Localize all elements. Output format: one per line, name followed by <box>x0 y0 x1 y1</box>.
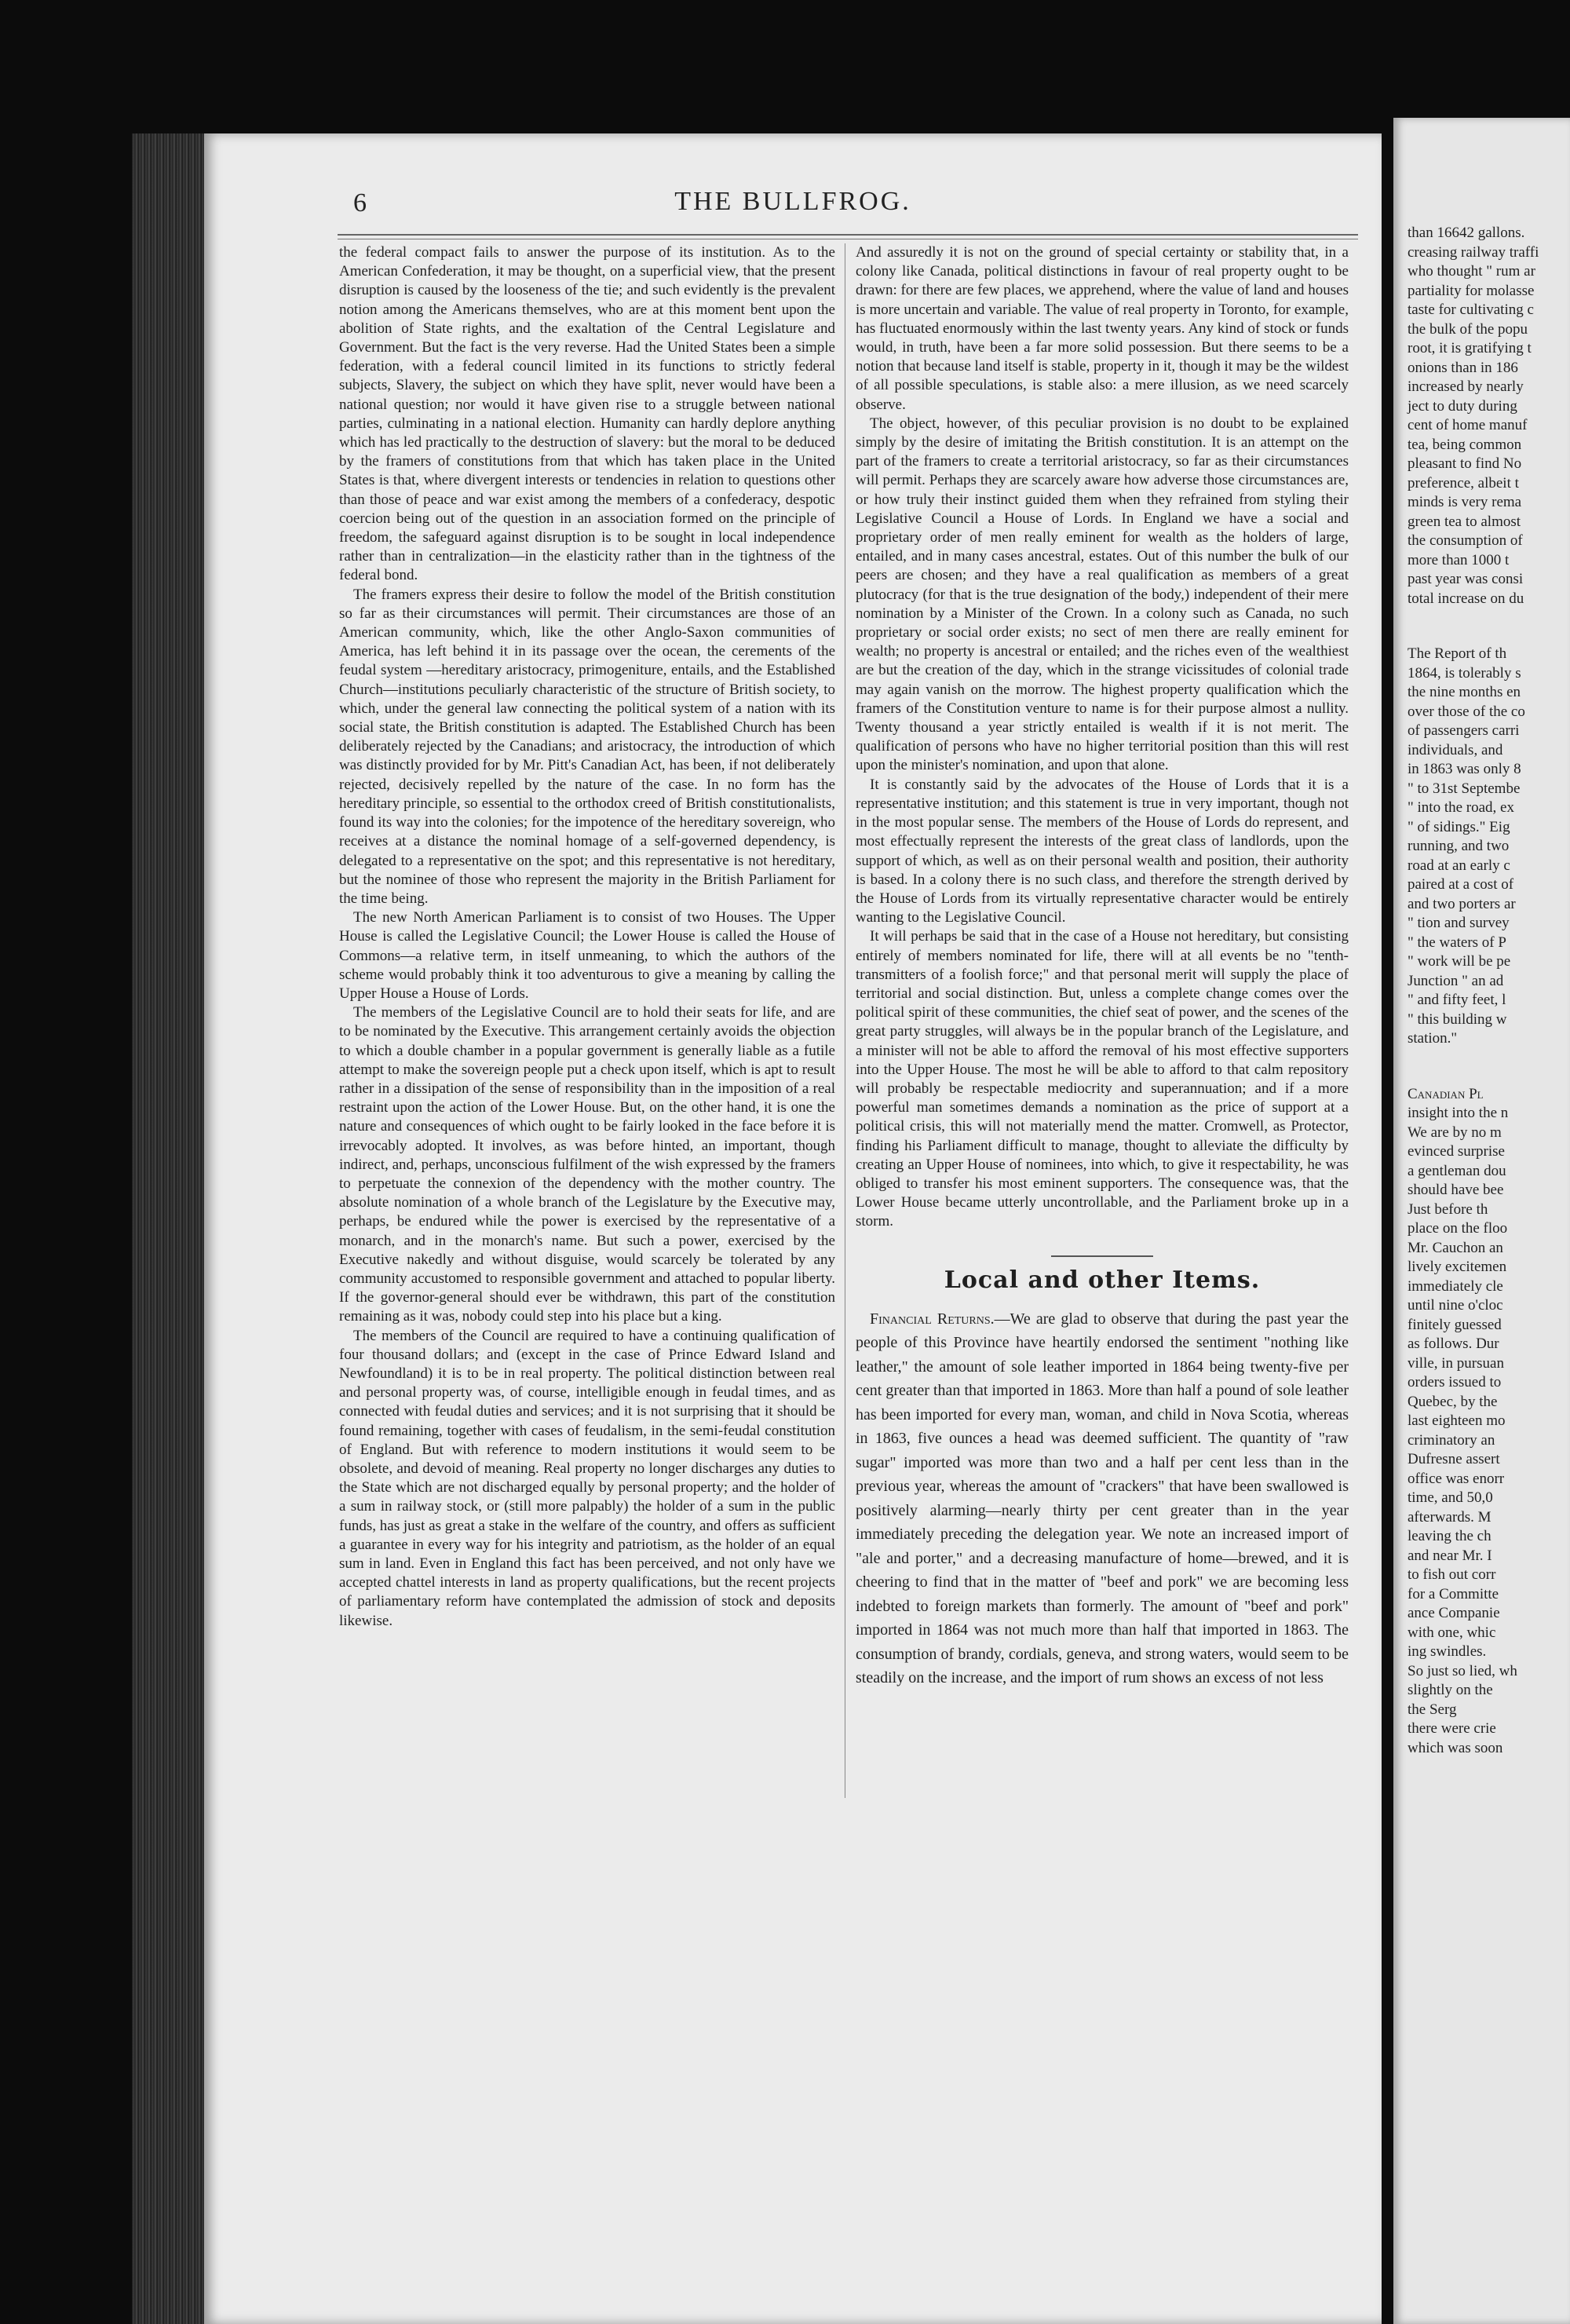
text-line: to fish out corr <box>1408 1566 1496 1583</box>
text-line: preference, albeit t <box>1408 474 1519 491</box>
text-line: Junction " an ad <box>1408 972 1504 989</box>
text-line: onions than in 186 <box>1408 359 1518 376</box>
paragraph: And assuredly it is not on the ground of special certainty or stability that, in a colony like Canada, political distinctions in favour of real property ought to be drawn: for there are few places, we apprehend, where the value of land and houses is more uncertain and variable. The value of real property in Toronto, for example, has fluctuated enormously within the last twenty years. Any kind of stock or funds would, in truth, have been a far more solid possession. But there seems to be a notion that because land itself is stable, property in it, though it may be the wildest of all possible speculations, is stable also: a mere illusion, as we need scarcely observe. <box>856 244 1349 413</box>
text-line: The Report of th <box>1408 645 1507 662</box>
text-line: taste for cultivating c <box>1408 301 1534 318</box>
text-line: station." <box>1408 1030 1458 1047</box>
masthead-title: THE BULLFROG. <box>674 187 911 216</box>
text-line: individuals, and <box>1408 741 1503 758</box>
text-line: criminatory an <box>1408 1431 1495 1449</box>
text-line: orders issued to <box>1408 1374 1502 1390</box>
text-line: place on the floo <box>1408 1220 1508 1237</box>
text-line: green tea to almost <box>1408 513 1521 530</box>
text-line: leaving the ch <box>1408 1528 1492 1544</box>
text-line: slightly on the <box>1408 1682 1493 1698</box>
header-rule <box>338 234 1358 236</box>
text-line: ing swindles. <box>1408 1643 1487 1660</box>
text-line: time, and 50,0 <box>1408 1489 1493 1506</box>
text-line: " into the road, ex <box>1408 799 1514 816</box>
section-heading: Local and other Items. <box>944 1266 1261 1294</box>
line-gap <box>1408 1049 1570 1085</box>
text-line: ville, in pursuan <box>1408 1354 1504 1372</box>
text-line: finitely guessed <box>1408 1316 1502 1333</box>
text-line: running, and two <box>1408 838 1510 854</box>
text-line: ject to duty during <box>1408 397 1517 415</box>
text-line: ance Companie <box>1408 1605 1500 1621</box>
text-line: total increase on du <box>1408 590 1524 607</box>
adjacent-page <box>1393 118 1570 2324</box>
text-line: pleasant to find No <box>1408 455 1522 472</box>
text-line: immediately cle <box>1408 1277 1503 1295</box>
text-line: with one, whic <box>1408 1624 1496 1641</box>
text-line: office was enorr <box>1408 1470 1505 1487</box>
text-line: of passengers carri <box>1408 722 1520 739</box>
paragraph: It is constantly said by the advocates of the House of Lords that it is a representative institution; and this statement is true in very important, though not in the most popular sense. The members of the House of Lords do represent, and most effectually represent the interests of the great class of landlords, upon the support of which, as well as on their personal wealth and position, their authority is based. In a colony there is no such class, and therefore the strength derived by the House of Lords from its virtually representative character would be entirely wanting to the Legislative Council. <box>856 776 1349 926</box>
text-line: " work will be pe <box>1408 953 1511 970</box>
text-line: We are by no m <box>1408 1124 1502 1141</box>
text-line: increased by nearly <box>1408 378 1524 395</box>
text-line: until nine o'cloc <box>1408 1297 1503 1314</box>
text-line: paired at a cost of <box>1408 876 1514 893</box>
text-line: lively excitemen <box>1408 1259 1507 1275</box>
text-line: and near Mr. I <box>1408 1547 1492 1564</box>
text-line: who thought " rum ar <box>1408 263 1535 280</box>
page-number: 6 <box>353 188 367 217</box>
text-line: which was soon <box>1408 1739 1503 1756</box>
article-text: —We are glad to observe that during the past year the people of this Province have heartily endorsed the sentiment "nothing like leather," the amount of sole leather imported in 1864 being twenty-five per cent greater than that imported in 1863. More than half a pound of sole leather has been imported for every man, woman, and child in Nova Scotia, whereas in 1863, five ounces a head was deemed sufficient. The quantity of "raw sugar" imported was more than two and a half per cent less than in the previous year, whereas the amount of "crackers" that have been swallowed is positively alarming—nearly thirty per cent greater than in the year immediately preceding the delegation year. We note an increased import of "ale and porter," and a decreasing manufacture of home—brewed, and it is cheering to find that in the matter of "beef and pork" we are becoming less indebted to foreign markets than formerly. The amount of "beef and pork" imported in 1864 was not much more than half that imported in 1863. The consumption of brandy, cordials, geneva, and strong waters, would seem to be steadily on the increase, and the import of rum shows an excess of not less <box>856 1310 1349 1687</box>
middle-column <box>856 243 1349 1690</box>
text-line: cent of home manuf <box>1408 417 1528 433</box>
text-line: more than 1000 t <box>1408 551 1510 568</box>
text-line: afterwards. M <box>1408 1508 1492 1526</box>
text-line: 1864, is tolerably s <box>1408 664 1521 681</box>
paragraph: The framers express their desire to follow the model of the British constitution so far as their circumstances will permit. Their circumstances are those of an American community, which, like the other Anglo-Saxon communities of America, has left behind it in its passage over the ocean, the cerements of the feudal system —hereditary aristocracy, primogeniture, entails, and the Established Church—institutions peculiarly characteristic of the structure of British society, to which, under the general law connecting the political system of a nation with its social state, the British constitution is adapted. The Established Church has been deliberately rejected by the Canadians; and aristocracy, the introduction of which was distinctly provided for by Mr. Pitt's Canadian Act, has been, if not deliberately rejected, decisively repelled by the nature of the case. In no form has the hereditary principle, so essential to the orthodox creed of British constitutionalists, found its way into the colonies; for the impotence of the hereditary sovereign, who receives at a distance the nominal homage of a self-governed dependency, is delegated to a representative on the spot; and this representative is not hereditary, but the nominee of those who represent the majority in the British Parliament for the time being. <box>339 586 835 907</box>
paragraph: It will perhaps be said that in the case of a House not hereditary, but consisting entirely of members nominated for life, there will at all events be no "tenth-transmitters of a foolish force;" and that personal merit will supply the place of territorial and social distinction. But, unless a complete change comes over the political spirit of these communities, the chief seat of power, and the scenes of the great party struggles, will always be in the popular branch of the Legislature, and a minister will not be able to afford the removal of his most effective supporters into the Upper House. The most he will be able to afford to that calm repository will probably be respectable mediocrity and superannuation; and if a more powerful man sometimes demands a nomination as the price of support at a political crisis, this will not materially mend the matter. Cromwell, as Protector, finding his Parliament difficult to manage, thought to alleviate the difficulty by creating an Upper House of nominees, into which, to give it respectability, he was obliged to transfer his most eminent supporters. The consequence was, that the Lower House became utterly uncontrollable, and the Parliament broke up in a storm. <box>856 928 1349 1230</box>
text-line: " this building w <box>1408 1010 1507 1028</box>
text-line: " of sidings." Eig <box>1408 818 1510 835</box>
text-line: Just before th <box>1408 1200 1488 1218</box>
text-line: creasing railway traffi <box>1408 243 1539 261</box>
text-line: " the waters of P <box>1408 934 1506 951</box>
text-line: road at an early c <box>1408 857 1510 874</box>
text-line: partiality for molasse <box>1408 282 1535 299</box>
text-line: Dufresne assert <box>1408 1451 1500 1467</box>
line-gap <box>1408 608 1570 645</box>
text-line: than 16642 gallons. <box>1408 225 1525 241</box>
text-line: insight into the n <box>1408 1105 1509 1121</box>
newspaper-page <box>204 133 1382 2324</box>
text-line: past year was consi <box>1408 571 1524 587</box>
text-line: there were crie <box>1408 1720 1496 1737</box>
text-line: the Serg <box>1408 1701 1457 1718</box>
paragraph: The object, however, of this peculiar provision is no doubt to be explained simply by the desire of imitating the British constitution. It is an attempt on the part of the framers to create a territorial aristocracy, so far as their circumstances will permit. Perhaps they are scarcely aware how adverse those circumstances are, or how truly their instinct guided them when they refrained from styling their Legislative Council a House of Lords. In England we have a social and proprietary order of men really eminent for wealth as the holders of large, entailed, and in many cases ancestral, estates. Out of this number the bulk of our peers are chosen; and they have a real qualification as members of a great plutocracy (for that is the true designation of the body,) independent of their mere nomination by a Minister of the Crown. In a colony such as Canada, no such proprietary or social order exists; no sect of men there are really eminent for wealth; no property is ancestral or entailed; and the riches even of the wealthiest are but the creation of the day, which in the strange vicissitudes of colonial trade may again vanish on the morrow. The highest property qualification which the framers of the Constitution venture to name is for their purpose almost a nullity. Twenty thousand a year strictly entailed is wealth if it is not merit. The qualification of persons who have no higher territorial position than this will rest upon the minister's nomination, and upon that alone. <box>856 415 1349 774</box>
text-line: last eighteen mo <box>1408 1412 1506 1429</box>
text-line: the bulk of the popu <box>1408 320 1528 338</box>
text-line: over those of the co <box>1408 703 1525 720</box>
text-line: " to 31st Septembe <box>1408 780 1521 797</box>
paragraph: the federal compact fails to answer the purpose of its institution. As to the American Confederation, it may be thought, on a superficial view, that the present disruption is caused by the looseness of the tie; and such evidently is the prevalent notion among the Americans themselves, who are at this moment bent upon the abolition of State rights, and the exaltation of the Central Legislature and Government. But the fact is the very reverse. Had the United States been a simple federation, with a federal council limited in its functions to strictly federal subjects, Slavery, the subject on which they have split, never would have been a national question; nor would it have given rise to a struggle between national parties, culminating in a national election. Humanity can hardly deplore anything which has led practically to the destruction of slavery: but the moral to be deduced by the framers of constitutions from that which has taken place in the United States is that, where divergent interests or tendencies in relation to questions other than those of peace and war exist among the members of a confederacy, despotic coercion being out of the question in an association formed on the principle of freedom, the safeguard against disruption is to be sought in local independence rather than in centralization—in the elasticity rather than in the tightness of the federal bond. <box>339 244 835 584</box>
text-line: tea, being common <box>1408 436 1522 453</box>
text-line: in 1863 was only 8 <box>1408 761 1521 777</box>
adjacent-page-text <box>1408 224 1570 1758</box>
text-line: the consumption of <box>1408 532 1523 549</box>
financial-returns-article <box>856 1307 1349 1690</box>
text-line: " and fifty feet, l <box>1408 992 1506 1008</box>
left-column <box>339 243 835 1631</box>
text-line: Mr. Cauchon an <box>1408 1239 1503 1256</box>
text-line: should have bee <box>1408 1182 1504 1198</box>
text-line: Quebec, by the <box>1408 1393 1498 1410</box>
article-lead: Financial Returns. <box>870 1310 995 1328</box>
text-line: root, it is gratifying t <box>1408 340 1532 356</box>
text-line: minds is very rema <box>1408 494 1522 510</box>
text-line: evinced surprise <box>1408 1143 1505 1160</box>
text-line: So just so lied, wh <box>1408 1662 1517 1679</box>
text-line: a gentleman dou <box>1408 1162 1506 1179</box>
text-line: Canadian Pl <box>1408 1085 1484 1102</box>
paragraph: The members of the Council are required to have a continuing qualification of four thousand dollars; and (except in the case of Prince Edward Island and Newfoundland) it is to be in real property. The political distinction between real and personal property was, of course, intelligible enough in feudal times, and as connected with feudal duties and services; and it is not surprising that it should be found remaining, together with cases of feudalism, in the semi-feudal constitution of England. But with reference to modern institutions it would seem to be obsolete, and devoid of meaning. Real property no longer discharges any duties to the State which are not discharged equally by personal property; and the holder of a sum in railway stock, or (still more palpably) the holder of a sum in the public funds, has just as great a stake in the welfare of the country, and offers as sufficient a guarantee in every way for his integrity and patriotism, as the holder of an equal sum in land. Even in England this fact has been perceived, and not only have we accepted chattel interests in land as property qualifications, but the recent projects of parliamentary reform have contemplated the admission of stock and deposits likewise. <box>339 1327 835 1629</box>
section-rule <box>1051 1255 1153 1257</box>
text-line: and two porters ar <box>1408 895 1516 912</box>
text-line: " tion and survey <box>1408 915 1510 931</box>
paragraph: The members of the Legislative Council are to hold their seats for life, and are to be nominated by the Executive. This arrangement certainly avoids the objection to which a double chamber in a popular government is generally liable as a futile attempt to make the sovereign people put a check upon itself, which is apt to result rather in a dissipation of the sense of responsibility than in the imposition of a real restraint upon the action of the Lower House. But, on the other hand, it is one the nature and consequences of which ought to be fairly looked in the face before it is irrevocably adopted. It involves, as was before hinted, an important, though indirect, and, perhaps, unconscious fulfilment of the wish expressed by the framers to perpetuate the connexion of the dependency with the mother country. The absolute nomination of a whole branch of the Legislature by the Executive may, perhaps, be endured while the power is exercised by the representative of a monarch, and in the monarch's name. But such a power, exercised by the Executive nakedly and without disguise, would scarcely be tolerated by any community accustomed to responsible government and attached to popular liberty. If the governor-general should ever be withdrawn, this part of the constitution remaining as it was, nobody could step into his place but a king. <box>339 1004 835 1325</box>
book-spine <box>132 133 204 2324</box>
text-line: the nine months en <box>1408 684 1521 700</box>
text-line: as follows. Dur <box>1408 1336 1499 1352</box>
text-line: for a Committe <box>1408 1585 1499 1602</box>
paragraph: The new North American Parliament is to consist of two Houses. The Upper House is called the Legislative Council; the Lower House is called the House of Commons—a relative term, in itself unmeaning, to which the authors of the scheme would probably think it too adventurous to give a meaning by calling the Upper House a House of Lords. <box>339 909 835 1002</box>
